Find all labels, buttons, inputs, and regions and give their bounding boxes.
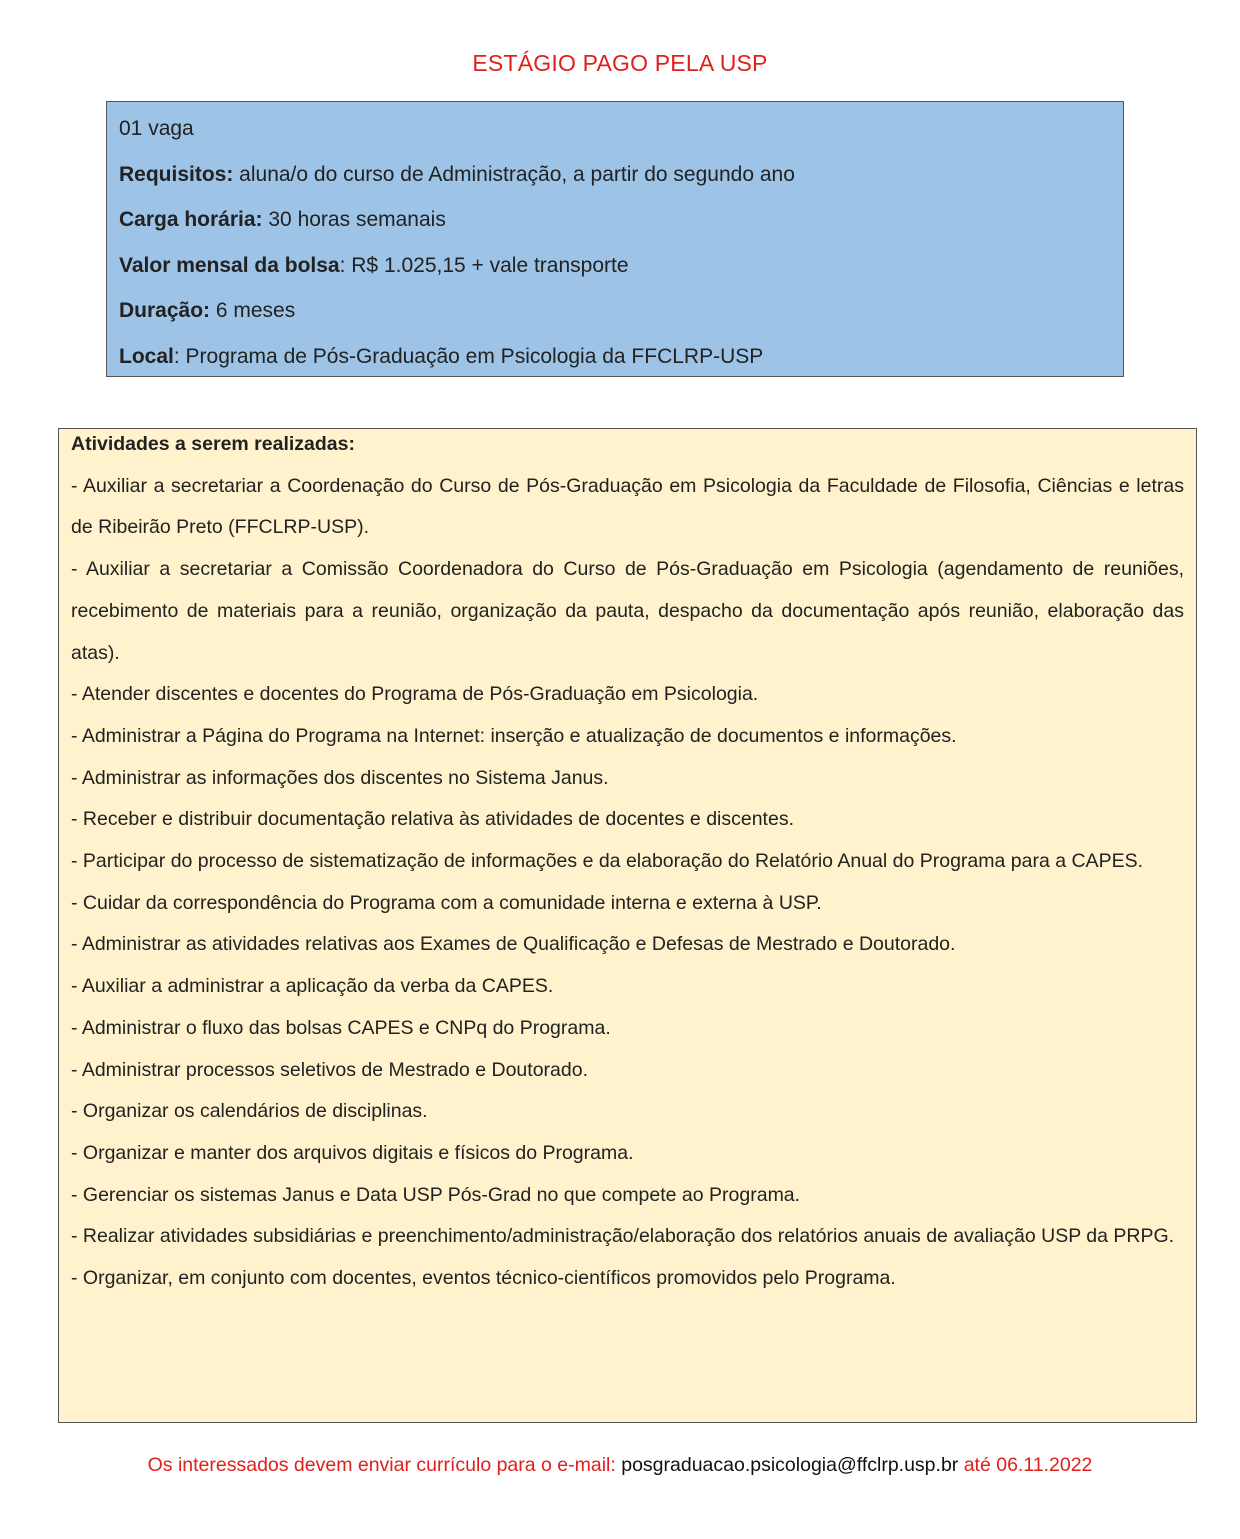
duration-value: 6 meses <box>210 299 296 323</box>
requirements-label: Requisitos: <box>119 162 234 186</box>
activity-item: - Administrar as atividades relativas aos Exames de Qualificação e Defesas de Mestrado e Doutorado. <box>71 933 956 956</box>
activity-item: - Organizar os calendários de disciplinas. <box>71 1100 428 1123</box>
activity-item: - Organizar, em conjunto com docentes, eventos técnico-científicos promovidos pelo Programa. <box>71 1267 896 1290</box>
activity-item: - Auxiliar a secretariar a Coordenação do Curso de Pós-Graduação em Psicologia da Faculdade de Filosofia, Ciências e letras de Ribeirão Preto (FFCLRP-USP). <box>71 474 1184 539</box>
activities-heading: Atividades a serem realizadas: <box>71 433 355 455</box>
activity-item: - Administrar processos seletivos de Mestrado e Doutorado. <box>71 1058 588 1081</box>
location-line <box>119 334 1123 380</box>
activities-box <box>58 428 1197 1423</box>
duration-label: Duração: <box>119 299 211 323</box>
activity-item: - Administrar a Página do Programa na Internet: inserção e atualização de documentos e informações. <box>71 724 957 747</box>
application-instructions <box>0 1454 1240 1477</box>
deadline-text: até 06.11.2022 <box>958 1454 1093 1476</box>
instructions-prefix: Os interessados devem enviar currículo para o e-mail: <box>147 1454 622 1476</box>
activity-item: - Auxiliar a administrar a aplicação da verba da CAPES. <box>71 975 554 998</box>
stipend-line <box>119 243 1123 289</box>
activity-item: - Cuidar da correspondência do Programa com a comunidade interna e externa à USP. <box>71 891 822 914</box>
activity-item: - Administrar o fluxo das bolsas CAPES e CNPq do Programa. <box>71 1016 611 1039</box>
location-label: Local <box>119 344 174 368</box>
vacancy-count: 01 vaga <box>119 117 194 140</box>
activity-item: - Realizar atividades subsidiárias e preenchimento/administração/elaboração dos relatórios anuais de avaliação USP da PRPG. <box>71 1225 1175 1248</box>
activity-item: - Atender discentes e docentes do Programa de Pós-Graduação em Psicologia. <box>71 683 759 706</box>
requirements-value: aluna/o do curso de Administração, a partir do segundo ano <box>233 162 795 186</box>
activity-item: - Organizar e manter dos arquivos digitais e físicos do Programa. <box>71 1141 634 1164</box>
workload-value: 30 horas semanais <box>262 208 446 232</box>
activity-item: - Gerenciar os sistemas Janus e Data USP Pós-Grad no que compete ao Programa. <box>71 1183 801 1206</box>
contact-email[interactable]: posgraduacao.psicologia@ffclrp.usp.br <box>621 1454 959 1476</box>
workload-line <box>119 197 1123 243</box>
requirements-line <box>119 152 1123 198</box>
workload-label: Carga horária: <box>119 208 263 232</box>
stipend-label: Valor mensal da bolsa <box>119 253 340 277</box>
activity-item: - Receber e distribuir documentação relativa às atividades de docentes e discentes. <box>71 808 794 831</box>
duration-line <box>119 288 1123 334</box>
activity-item: - Administrar as informações dos discentes no Sistema Janus. <box>71 766 609 789</box>
job-info-box <box>106 101 1124 377</box>
activity-item: - Participar do processo de sistematização de informações e da elaboração do Relatório Anual do Programa para a CAPES. <box>71 850 1144 873</box>
stipend-value: : R$ 1.025,15 + vale transporte <box>339 253 629 277</box>
location-value: : Programa de Pós-Graduação em Psicologia da FFCLRP-USP <box>173 344 764 368</box>
page-title: ESTÁGIO PAGO PELA USP <box>472 50 768 76</box>
activity-item: - Auxiliar a secretariar a Comissão Coordenadora do Curso de Pós-Graduação em Psicologia (agendamento de reuniões, recebimento de materiais para a reunião, organização da pauta, despacho da documentação após reunião, elaboração das atas). <box>71 558 1184 664</box>
